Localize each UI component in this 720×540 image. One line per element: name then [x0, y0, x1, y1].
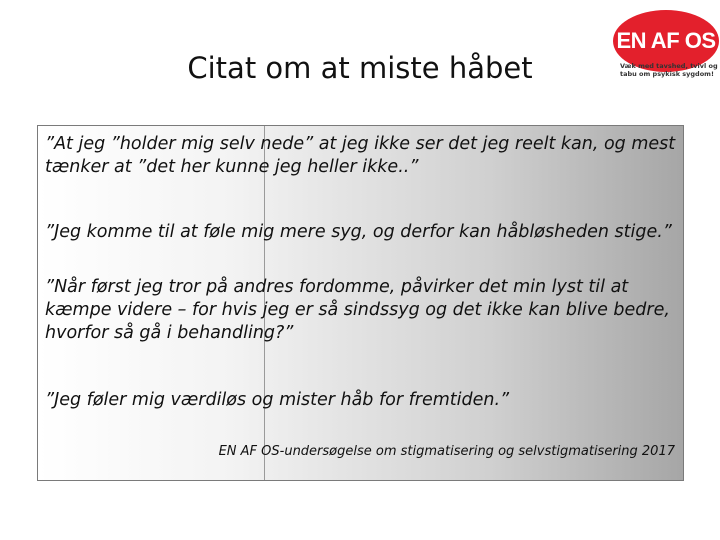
quote-2: ”Jeg komme til at føle mig mere syg, og derfor kan håbløsheden stige.” [45, 222, 672, 242]
logo-name: EN AF OS [616, 28, 716, 53]
quote-4: ”Jeg føler mig værdiløs og mister håb for fremtiden.” [45, 390, 510, 410]
source-citation: EN AF OS-undersøgelse om stigmatisering og selvstigmatisering 2017 [218, 444, 675, 459]
en-af-os-logo [608, 10, 720, 95]
slide-title: Citat om at miste håbet [187, 51, 533, 85]
quote-box [37, 125, 684, 481]
quote-3: ”Når først jeg tror på andres fordomme, påvirker det min lyst til at kæmpe videre – for hvis jeg er så sindssyg og det ikke kan blive bedre, hvorfor så gå i behandling?” [45, 277, 670, 343]
logo-tagline: Væk med tavshed, tvivl og tabu om psykisk sygdom! [620, 62, 718, 78]
quote-1: ”At jeg ”holder mig selv nede” at jeg ikke ser det jeg reelt kan, og mest tænker at ”det her kunne jeg heller ikke..” [45, 134, 676, 177]
